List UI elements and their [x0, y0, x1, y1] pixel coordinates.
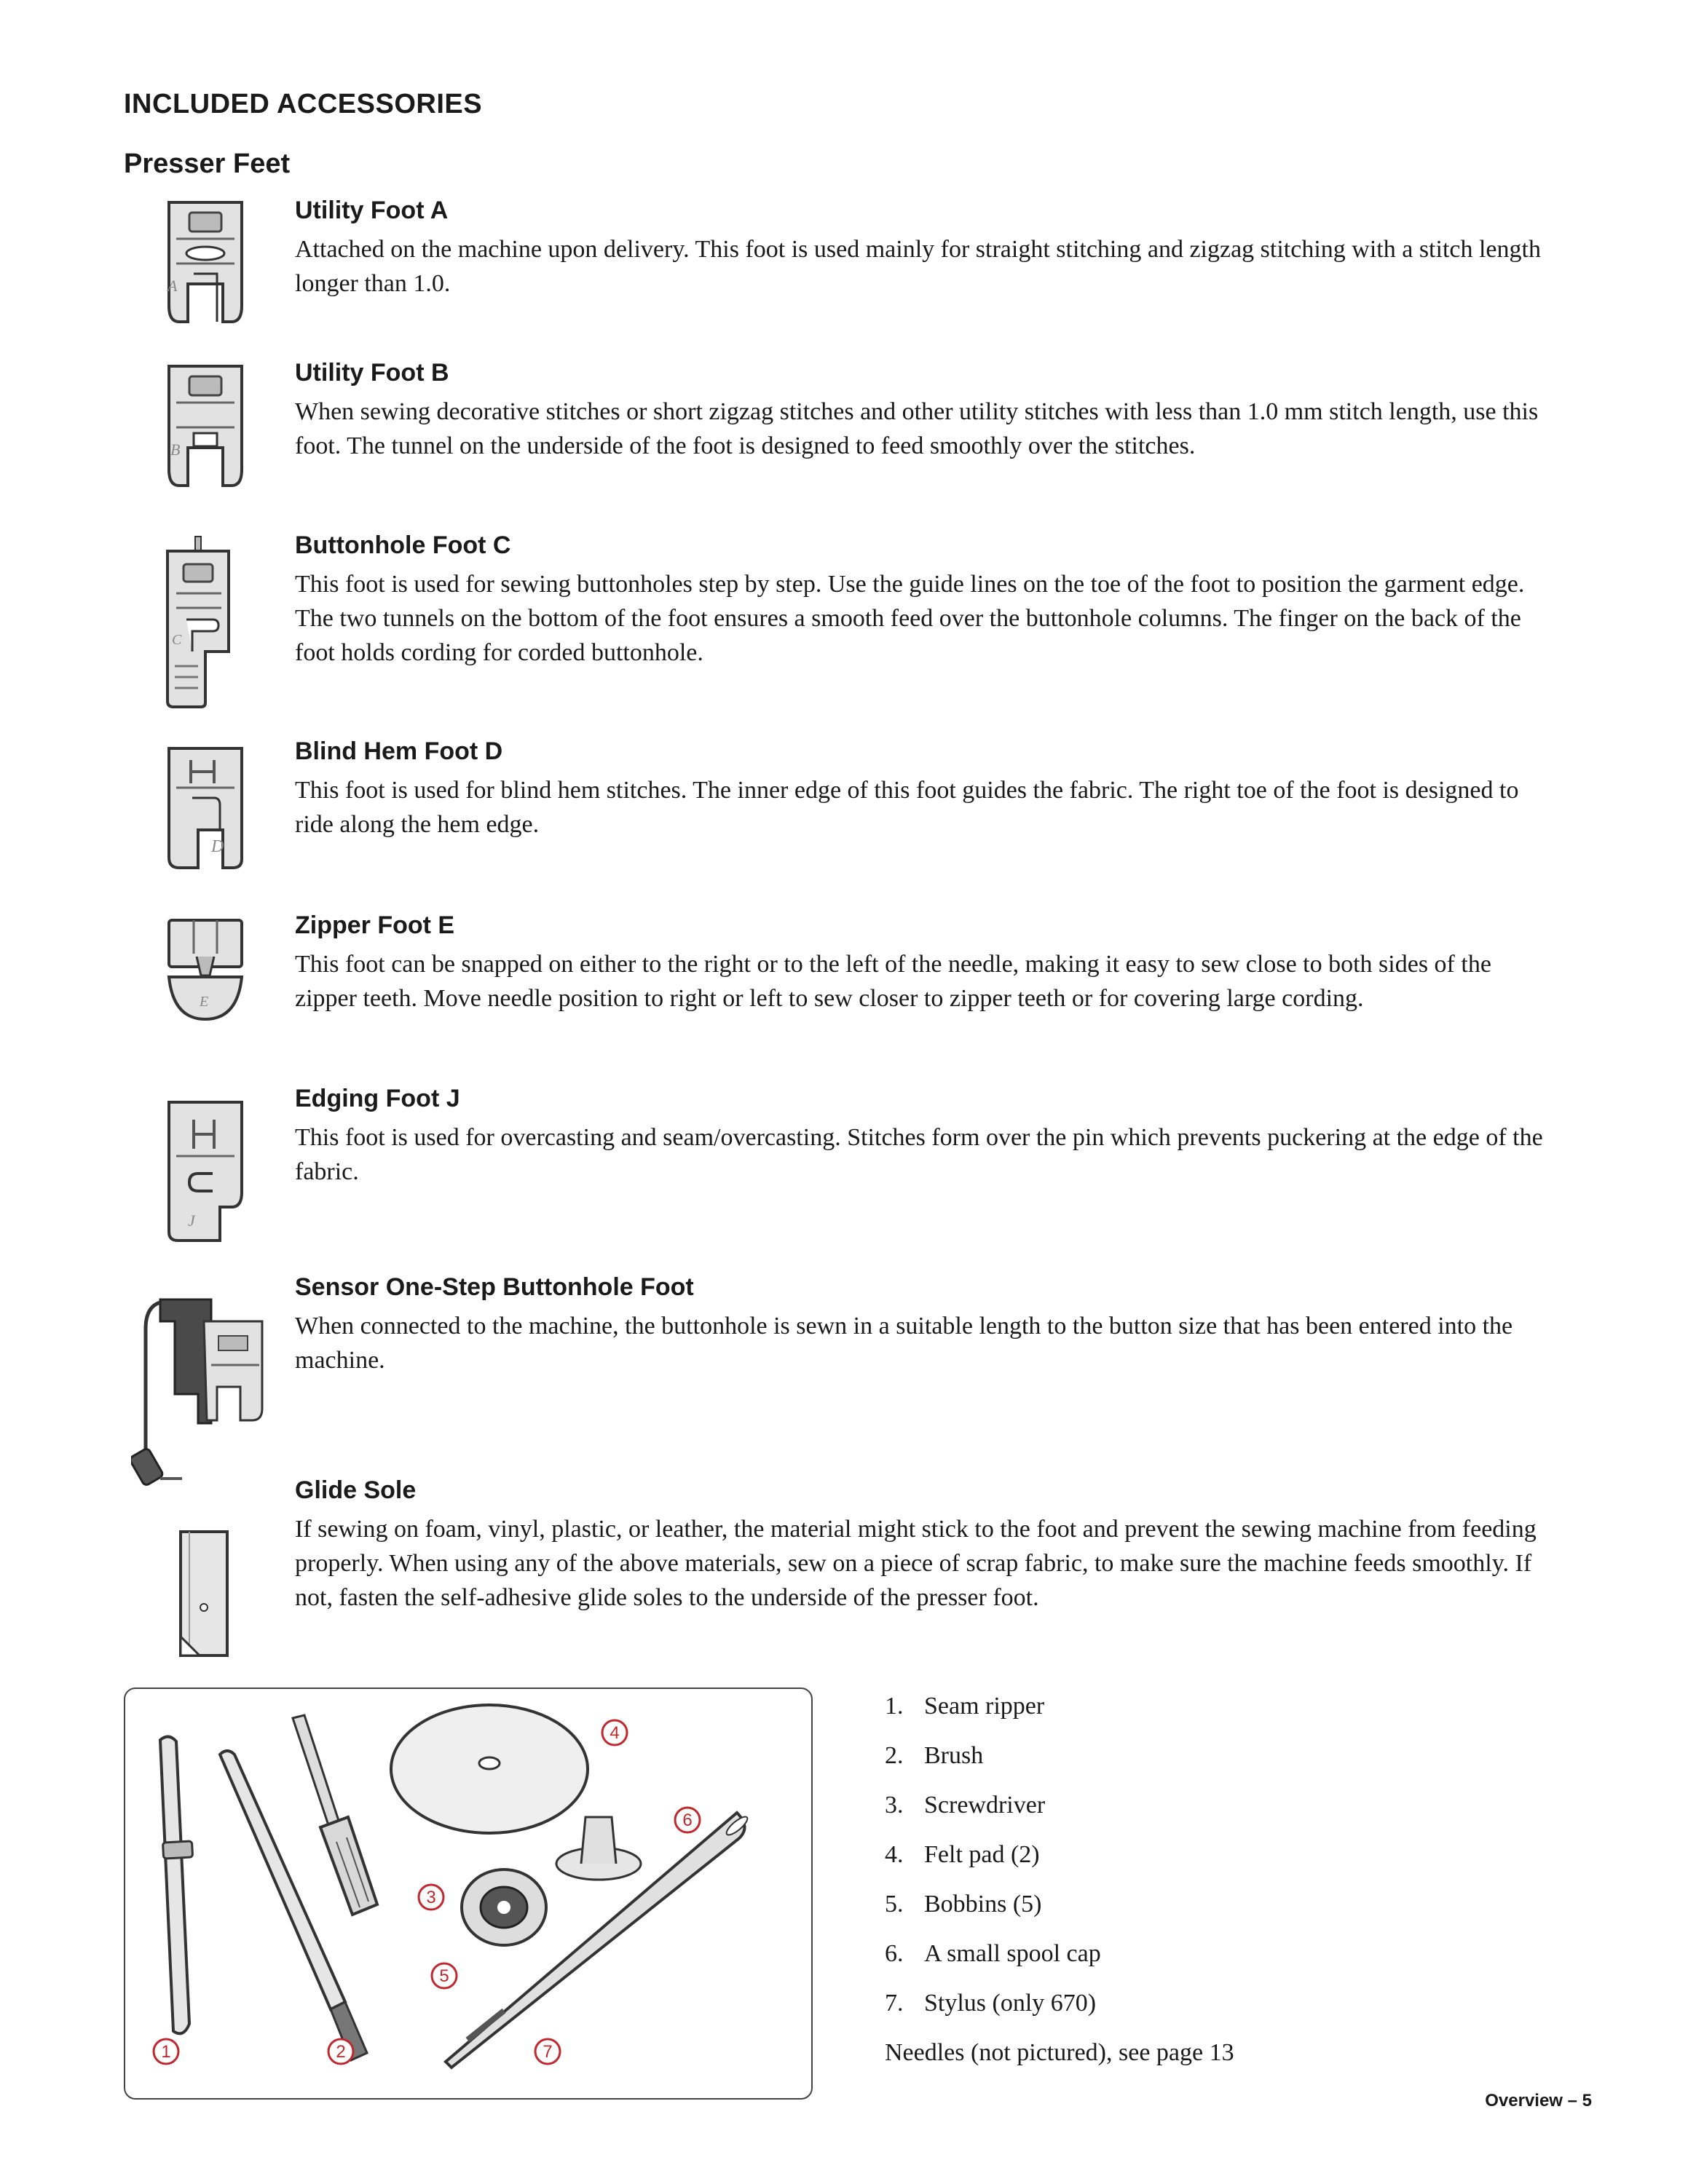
foot-description: If sewing on foam, vinyl, plastic, or leather, the material might stick to the foot and prevent the sewing machine from feeding properly. When using any of the above materials, sew on a piece of scrap fabric, to make sure the machine feeds smoothly. If not, fasten the self-adhesive glide soles to the underside of the presser foot. [295, 1516, 1537, 1611]
foot-title: Utility Foot B [295, 359, 449, 387]
foot-letter: J [188, 1211, 195, 1230]
callout-6 [675, 1808, 700, 1832]
svg-text:6: 6 [682, 1811, 693, 1830]
section-heading: INCLUDED ACCESSORIES [124, 89, 483, 119]
foot-description: This foot is used for overcasting and seam/overcasting. Stitches form over the pin which prevents puckering at the edge of the fabric. [295, 1124, 1543, 1185]
svg-text:5: 5 [439, 1966, 449, 1986]
callout-4 [602, 1720, 627, 1745]
spool-cap-icon [556, 1817, 641, 1880]
glide-sole-icon [175, 1527, 233, 1658]
zipper-foot-icon [162, 917, 249, 1026]
brush-icon [220, 1751, 367, 2060]
foot-title: Zipper Foot E [295, 911, 455, 939]
foot-letter: C [172, 632, 182, 648]
foot-title: Edging Foot J [295, 1085, 460, 1112]
accessory-utility-foot-b [295, 359, 1547, 463]
blind-hem-foot-icon [162, 743, 249, 874]
accessory-zipper-foot-e [295, 911, 1547, 1016]
callout-2 [328, 2039, 353, 2064]
subsection-heading: Presser Feet [124, 149, 291, 179]
list-item: 5. Bobbins (5) [885, 1891, 1042, 1918]
foot-description: When sewing decorative stitches or short zigzag stitches and other utility stitches with less than 1.0 mm stitch length, use this foot. The tunnel on the underside of the foot is designed to feed smoothly over the stitches. [295, 398, 1539, 459]
list-item: 7. Stylus (only 670) [885, 1990, 1097, 2017]
list-item: 6. A small spool cap [885, 1940, 1101, 1967]
sensor-buttonhole-foot-icon [131, 1278, 269, 1496]
accessory-sensor-buttonhole-foot [295, 1273, 1547, 1377]
needles-note: Needles (not pictured), see page 13 [885, 2039, 1234, 2066]
foot-title: Glide Sole [295, 1476, 417, 1504]
foot-description: This foot can be snapped on either to the right or to the left of the needle, making it easy to sew close to both sides of the zipper teeth. Move needle position to right or left to sew closer to zipper teeth or for covering large cording. [295, 951, 1491, 1012]
callout-3 [419, 1885, 443, 1910]
seam-ripper-icon [160, 1736, 193, 2033]
screwdriver-icon [293, 1715, 377, 1915]
list-item: 2. Brush [885, 1742, 984, 1769]
svg-text:1: 1 [161, 2042, 171, 2062]
accessory-blind-hem-foot-d [295, 737, 1547, 842]
list-item: 4. Felt pad (2) [885, 1841, 1040, 1868]
buttonhole-foot-icon [162, 535, 234, 710]
edging-foot-icon [162, 1098, 249, 1243]
presser-foot-b-icon [162, 360, 249, 491]
bobbin-icon [462, 1870, 546, 1945]
accessory-glide-sole [295, 1476, 1547, 1615]
accessories-list [885, 1682, 1234, 2078]
foot-title: Utility Foot A [295, 197, 449, 224]
list-item: 3. Screwdriver [885, 1792, 1046, 1819]
foot-title: Sensor One-Step Buttonhole Foot [295, 1273, 694, 1301]
accessories-illustration [124, 1688, 813, 2100]
svg-text:3: 3 [426, 1888, 436, 1907]
felt-pad-icon [391, 1705, 588, 1833]
foot-description: This foot is used for sewing buttonholes step by step. Use the guide lines on the toe of the foot to position the garment edge. The two tunnels on the bottom of the foot ensures a smooth feed over the buttonhole columns. The finger on the back of the foot holds cording for corded buttonhole. [295, 571, 1525, 666]
accessory-utility-foot-a [295, 197, 1547, 301]
foot-letter: B [170, 440, 181, 459]
foot-letter: E [200, 994, 209, 1010]
list-item: 1. Seam ripper [885, 1693, 1045, 1720]
accessory-buttonhole-foot-c [295, 531, 1547, 670]
foot-letter: A [167, 277, 178, 295]
page-footer: Overview – 5 [1485, 2091, 1592, 2110]
callout-5 [432, 1963, 457, 1988]
foot-description: Attached on the machine upon delivery. This foot is used mainly for straight stitching and zigzag stitching with a stitch length longer than 1.0. [295, 236, 1541, 297]
accessory-edging-foot-j [295, 1085, 1547, 1189]
presser-foot-a-icon [162, 197, 249, 328]
callout-1 [154, 2039, 178, 2064]
svg-text:4: 4 [610, 1723, 620, 1743]
callout-7 [535, 2039, 560, 2064]
foot-letter: D [211, 837, 224, 856]
svg-text:7: 7 [543, 2042, 553, 2062]
foot-title: Buttonhole Foot C [295, 531, 511, 559]
foot-description: This foot is used for blind hem stitches. The inner edge of this foot guides the fabric. The right toe of the foot is designed to ride along the hem edge. [295, 777, 1519, 838]
foot-title: Blind Hem Foot D [295, 737, 503, 765]
svg-text:2: 2 [336, 2042, 346, 2062]
accessories-drawing [125, 1689, 811, 2098]
foot-description: When connected to the machine, the buttonhole is sewn in a suitable length to the button size that has been entered into the machine. [295, 1313, 1513, 1374]
